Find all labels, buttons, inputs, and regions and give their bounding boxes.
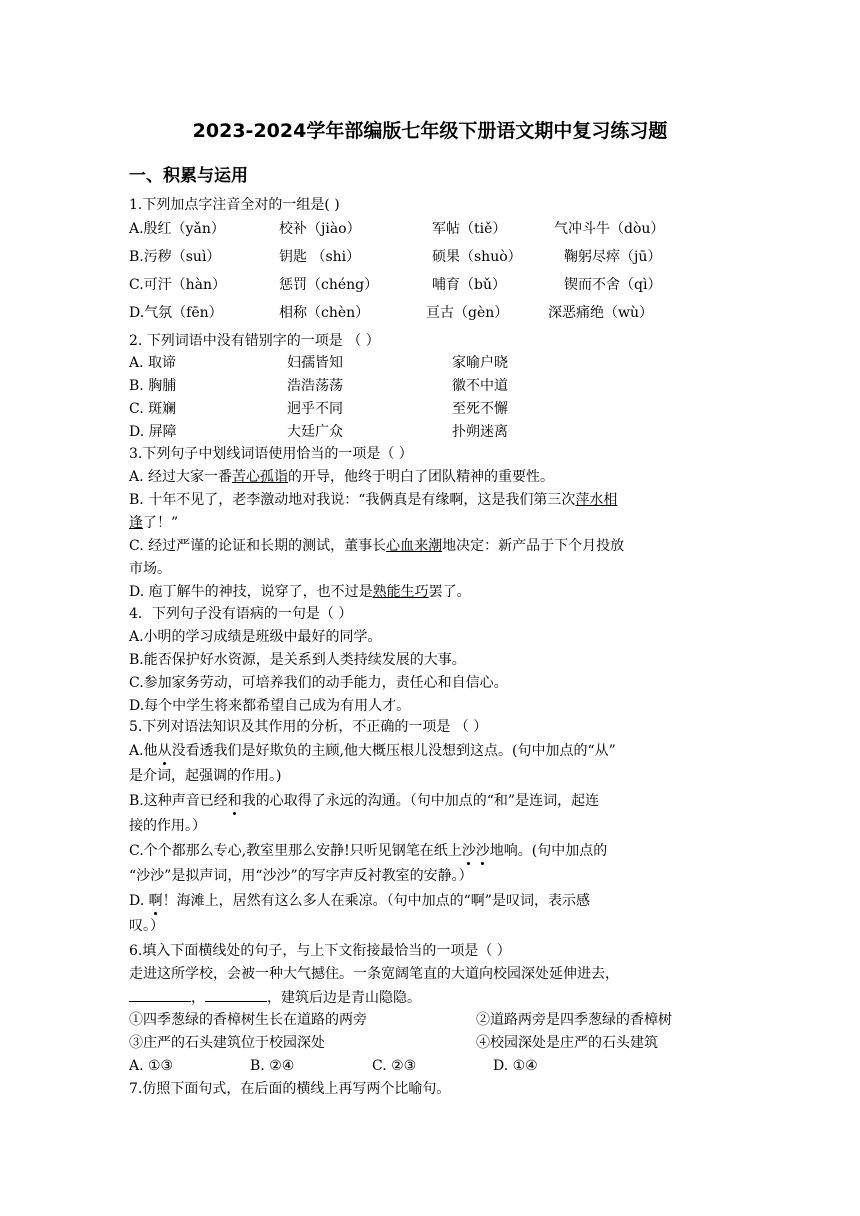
q4-option-d: D.每个中学生将来都希望自己成为有用人才。 [129,698,411,714]
question-4-stem: 4．下列句子没有语病的一句是（ ） [129,606,353,622]
answer-blank[interactable] [129,987,191,1002]
question-2-stem: 2. 下列词语中没有错别字的一项是 （ ） [129,333,380,349]
document-title: 2023-2024学年部编版七年级下册语文期中复习练习题 [192,120,668,142]
q5-option-d-line1: D. 啊！海滩上，居然有这么多人在乘凉。（句中加点的“啊”是叹词，表示感 [129,893,590,909]
q4-option-b: B.能否保护好水资源，是关系到人类持续发展的大事。 [129,652,466,668]
q1-option-a-2: 校补（jiào） [279,221,361,237]
q1-option-b-4: 鞠躬尽瘁（jū） [564,249,662,265]
q3-underlined-phrase: 熟能生巧 [372,584,429,600]
section-heading: 一、积累与运用 [129,166,248,186]
q1-option-c-3: 哺育（bǔ） [432,277,506,293]
dotted-character: 从 [157,743,172,759]
q6-passage-line1: 走进这所学校，会被一种大气撼住。一条宽阔笔直的大道向校园深处延伸进去， [129,966,619,982]
q1-option-d-1: D.气氛（fēn） [129,305,223,321]
q5-option-c-line2: “沙沙”是拟声词，用“沙沙”的写字声反衬教室的安静。） [129,868,473,884]
q3-underlined-phrase: 苦心孤诣 [232,469,289,485]
q1-option-b-3: 硕果（shuò） [432,249,522,265]
q5-option-a-line2: 是介词，起强调的作用。) [129,768,282,784]
q2-option-a-3: 家喻户晓 [452,355,508,371]
q6-item-1: ①四季葱绿的香樟树生长在道路的两旁 [129,1012,367,1028]
q5-option-b-line2: 接的作用。） [129,818,206,834]
q5-option-d-line2: 叹。） [129,918,164,934]
q1-option-b-1: B.污秽（suì） [129,249,221,265]
q6-passage-line2: ， ，建筑后边是青山隐隐。 [129,987,421,1008]
q1-option-d-2: 相称（chèn） [279,305,370,321]
q1-option-c-4: 锲而不舍（qì） [564,277,662,293]
q2-option-b-2: 浩浩荡荡 [287,378,343,394]
q2-option-d-2: 大廷广众 [287,424,343,440]
q3-option-a: A. 经过大家一番苦心孤诣的开导，他终于明白了团队精神的重要性。 [129,469,555,485]
answer-blank[interactable] [205,987,267,1002]
q2-option-b-3: 徽不中道 [452,378,508,394]
question-3-stem: 3.下列句子中划线词语使用恰当的一项是（ ） [129,446,413,462]
question-7-stem: 7.仿照下面句式，在后面的横线上再写两个比喻句。 [129,1081,451,1097]
dotted-character: 和 [227,793,242,809]
q5-option-b-line1: B.这种声音已经和我的心取得了永远的沟通。（句中加点的“和”是连词，起连 [129,793,600,809]
q2-option-a-2: 妇孺皆知 [287,355,343,371]
question-5-stem: 5.下列对语法知识及其作用的分析，不正确的一项是 （ ） [129,719,488,735]
question-1-stem: 1.下列加点字注音全对的一组是( ) [129,197,340,213]
q1-option-a-4: 气冲斗牛（dòu） [554,221,665,237]
q6-choice-a: A. ①③ [129,1058,174,1074]
q3-option-d: D. 庖丁解牛的神技，说穿了，也不过是熟能生巧罢了。 [129,584,471,600]
q1-option-d-4: 深恶痛绝（wù） [548,305,653,321]
q1-option-a-1: A.殷红（yǎn） [129,221,225,237]
q1-option-b-2: 钥匙 （shi） [279,249,361,265]
q4-option-c: C.参加家务劳动，可培养我们的动手能力，责任心和自信心。 [129,675,508,691]
q3-underlined-phrase: 萍水相 [575,492,618,508]
q4-option-a: A.小明的学习成绩是班级中最好的同学。 [129,629,382,645]
q5-option-a-line1: A.他从没看透我们是好欺负的主顾,他大概压根儿没想到这点。(句中加点的“从” [129,743,616,759]
q3-option-c-line1: C. 经过严谨的论证和长期的测试，董事长心血来潮地决定：新产品于下个月投放 [129,538,625,554]
q2-option-c-3: 至死不懈 [452,401,508,417]
q1-option-c-2: 惩罚（chéng） [279,277,379,293]
q2-option-d-3: 扑朔迷离 [452,424,508,440]
q1-option-c-1: C.可汗（hàn） [129,277,227,293]
q3-option-b-line2: 逢了！” [129,515,179,531]
q6-item-4: ④校园深处是庄严的石头建筑 [476,1035,658,1051]
dotted-character: 沙 [475,843,490,859]
q1-option-a-3: 军帖（tiě） [432,221,507,237]
q3-underlined-phrase: 逢 [129,515,143,531]
q1-option-d-3: 亘古（gèn） [426,305,509,321]
q2-option-c-2: 迥乎不同 [287,401,343,417]
q2-option-b-1: B. 胸脯 [129,378,177,394]
q2-option-a-1: A. 取谛 [129,355,177,371]
q3-underlined-phrase: 心血来潮 [386,538,443,554]
q6-choice-c: C. ②③ [372,1058,417,1074]
q6-choice-b: B. ②④ [250,1058,295,1074]
q6-choice-d: D. ①④ [493,1058,538,1074]
q6-item-3: ③庄严的石头建筑位于校园深处 [129,1035,325,1051]
dotted-character: 沙 [461,843,476,859]
q2-option-d-1: D. 屏障 [129,424,177,440]
q5-option-c-line1: C.个个都那么专心,教室里那么安静!只听见钢笔在纸上沙沙地响。(句中加点的 [129,843,608,859]
question-6-stem: 6.填入下面横线处的句子，与上下文衔接最恰当的一项是（ ） [129,943,511,959]
q3-option-c-line2: 市场。 [129,561,171,577]
q3-option-b-line1: B. 十年不见了，老李激动地对我说：“我俩真是有缘啊，这是我们第三次萍水相 [129,492,618,508]
q6-item-2: ②道路两旁是四季葱绿的香樟树 [476,1012,672,1028]
dotted-character: 啊 [148,893,163,909]
q2-option-c-1: C. 斑斓 [129,401,177,417]
